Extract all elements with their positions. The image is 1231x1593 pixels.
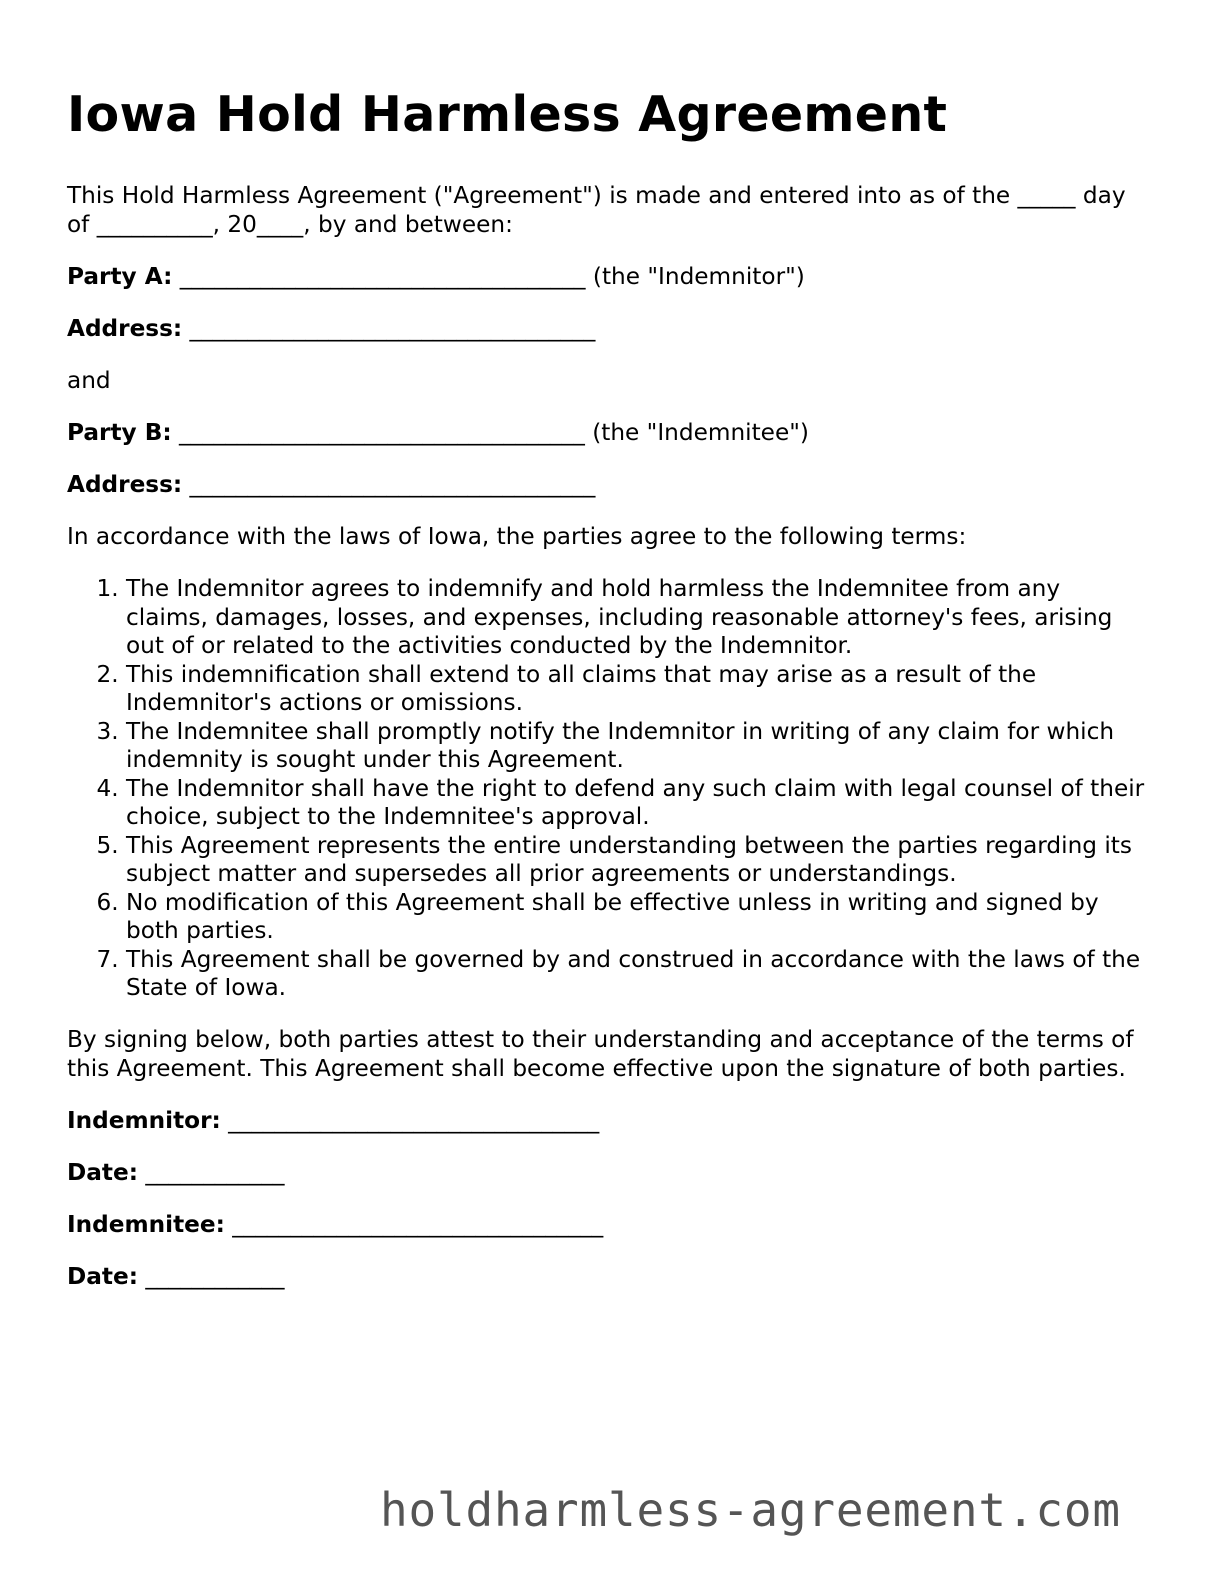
party-b-line [67, 419, 1147, 448]
term-item: 1. The Indemnitor agrees to indemnify and hold harmless the Indemnitee from any claims, damages, losses, and expenses, including reasonable attorney's fees, arising out of or related to the activities conducted by the Indemnitor. [126, 575, 1147, 661]
document-page [67, 82, 1147, 1315]
indemnitor-date-label: Date: [67, 1158, 138, 1186]
indemnitor-date-line [67, 1159, 1147, 1188]
term-item: 3. The Indemnitee shall promptly notify the Indemnitor in writing of any claim for which indemnity is sought under this Agreement. [126, 718, 1147, 775]
term-item: 5. This Agreement represents the entire understanding between the parties regarding its subject matter and supersedes all prior agreements or understandings. [126, 832, 1147, 889]
address-a-blank: ___________________________________ [182, 315, 596, 342]
term-item: 2. This indemnification shall extend to all claims that may arise as a result of the Indemnitor's actions or omissions. [126, 661, 1147, 718]
indemnitee-date-label: Date: [67, 1262, 138, 1290]
indemnitee-date-blank: ____________ [137, 1262, 285, 1290]
party-a-line [67, 263, 1147, 292]
intro-paragraph: This Hold Harmless Agreement ("Agreement") is made and entered into as of the _____ day of __________, 20____, by and between: [67, 182, 1126, 238]
terms-intro: In accordance with the laws of Iowa, the parties agree to the following terms: [67, 523, 967, 550]
party-b-role: (the "Indemnitee") [592, 419, 809, 446]
indemnitor-signature-blank: ________________________________ [220, 1106, 600, 1134]
document-title: Iowa Hold Harmless Agreement [67, 86, 948, 143]
terms-list [67, 575, 1147, 1003]
party-b-blank: ___________________________________ [171, 419, 593, 446]
party-a-blank: ___________________________________ [172, 263, 593, 290]
party-a-label: Party A: [67, 263, 173, 290]
term-item: 7. This Agreement shall be governed by and construed in accordance with the laws of the State of Iowa. [126, 946, 1147, 1003]
indemnitee-signature-blank: ________________________________ [224, 1210, 604, 1238]
indemnitee-date-line [67, 1263, 1147, 1292]
indemnitor-signature-label: Indemnitor: [67, 1106, 221, 1134]
indemnitee-signature-line [67, 1211, 1147, 1240]
address-a-label: Address: [67, 315, 183, 342]
address-b-blank: ___________________________________ [182, 471, 596, 498]
address-b-label: Address: [67, 471, 183, 498]
indemnitor-signature-line [67, 1107, 1147, 1136]
site-watermark: holdharmless-agreement.com [380, 1483, 1121, 1537]
term-item: 6. No modification of this Agreement shall be effective unless in writing and signed by both parties. [126, 889, 1147, 946]
party-b-label: Party B: [67, 419, 172, 446]
term-item: 4. The Indemnitor shall have the right to defend any such claim with legal counsel of their choice, subject to the Indemnitee's approval. [126, 775, 1147, 832]
address-a-line [67, 315, 1147, 344]
closing-paragraph: By signing below, both parties attest to their understanding and acceptance of the terms of this Agreement. This Agreement shall become effective upon the signature of both parties. [67, 1026, 1134, 1082]
address-b-line [67, 471, 1147, 500]
party-a-role: (the "Indemnitor") [592, 263, 805, 290]
indemnitee-signature-label: Indemnitee: [67, 1210, 225, 1238]
and-text: and [67, 367, 111, 394]
indemnitor-date-blank: ____________ [137, 1158, 285, 1186]
